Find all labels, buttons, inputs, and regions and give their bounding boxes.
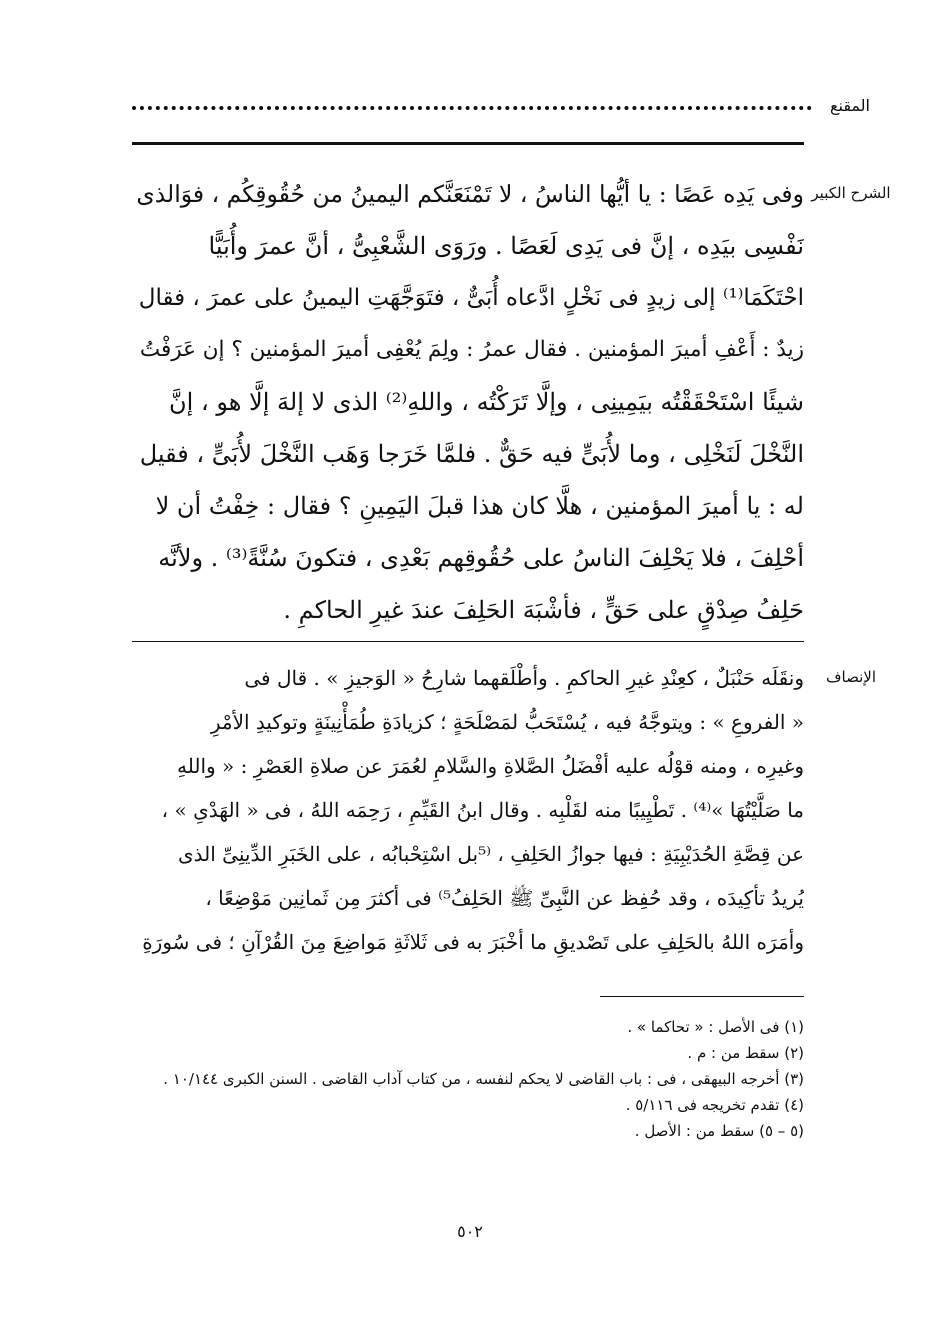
- text-line: النَّخْلَ لَنَخْلِى ، وما لأُبَىٍّ فيه حَقٌّ . فلمَّا خَرَجا وَهَب النَّخْلَ لأُبَىٍّ ، فقيل: [139, 440, 804, 468]
- footnote: (٢) سقط من : م .: [687, 1044, 804, 1062]
- text-line: وفى يَدِه عَصًا : يا أيُّها الناسُ ، لا تَمْنَعَنَّكم اليمينُ من حُقُوقِكُم ، فوَالذى: [136, 180, 804, 208]
- footnote: (٤) تقدم تخريجه فى ٥/١١٦ .: [625, 1096, 804, 1114]
- insaf-text-block: [132, 656, 804, 964]
- text-line: عن قِصَّةِ الحُدَيْبِيَةِ : فيها جوازُ الحَلِفِ ، ⁽⁵بل اسْتِحْبابُه ، على الخَبَرِ الدِّينِىِّ الذى: [178, 842, 804, 866]
- header-rule: [132, 142, 804, 145]
- text-line: احْتَكَمَا⁽¹⁾ إلى زيدٍ فى نَخْلٍ ادَّعاه أُبَىٌّ ، فتَوَجَّهَتِ اليمينُ على عمرَ ، فقال: [138, 285, 804, 311]
- text-line: يُريدُ تأكِيدَه ، وقد حُفِظ عن النَّبِىِّ ﷺ الحَلِفُ⁵⁾ فى أكثرَ مِن ثَمانِين مَوْضِعًا ،: [205, 886, 804, 910]
- text-line: ما صَلَّيْتُهَا »⁽⁴⁾ . تَطْيِيبًا منه لقَلْبِه . وقال ابنُ القَيِّمِ ، رَحِمَه اللهُ ، فى « الهَدْىِ » ،: [161, 798, 804, 822]
- text-line: وغيرِه ، ومنه قوْلُه عليه أفْضَلُ الصَّلاةِ والسَّلامِ لعُمَرَ عن صلاةِ العَصْرِ : « واللهِ: [177, 754, 804, 778]
- text-line: نَفْسِى بيَدِه ، إنَّ فى يَدِى لَعَصًا . ورَوَى الشَّعْبِىُّ ، أنَّ عمرَ وأُبَيًّا: [208, 232, 804, 260]
- text-line: « الفروعِ » : ويتوجَّهُ فيه ، يُسْتَحَبُّ لمَصْلَحَةٍ ؛ كزيادَةِ طُمَأْنِينَةٍ وتوكيدِ الأمْرِ: [210, 710, 804, 734]
- sharh-text-block: [132, 168, 804, 636]
- text-line: وأمَرَه اللهُ بالحَلِفِ على تَصْديقِ ما أخْبَرَ به فى ثَلاثَةِ مَواضِعَ مِنَ القُرْآنِ ؛ فى سُورَةِ: [142, 930, 804, 954]
- footnote: (٥ – ٥) سقط من : الأصل .: [634, 1122, 804, 1140]
- section-label-insaf: الإنصاف: [825, 668, 877, 686]
- section-label-sharh: الشرح الكبير: [811, 184, 891, 202]
- text-line: ونقَلَه حَنْبَلٌ ، كعِنْدِ غيرِ الحاكمِ . وأطْلَقهما شارِحُ « الوَجيزِ » . قال فى: [244, 666, 804, 690]
- text-line: شيئًا اسْتَحْقَقْتُه بيَمِينِى ، وإلَّا تَرَكْتُه ، واللهِ⁽²⁾ الذى لا إلهَ إلَّا هو ، إنَّ: [169, 388, 804, 416]
- footnotes: [124, 1014, 804, 1144]
- footnote-rule: [600, 996, 804, 997]
- text-line: زيدٌ : أَعْفِ أميرَ المؤمنين . فقال عمرُ : ولِمَ يُعْفِى أميرَ المؤمنين ؟ إن عَرَفْتُ: [139, 337, 804, 362]
- text-line: له : يا أميرَ المؤمنين ، هلَّا كان هذا قبلَ اليَمِينِ ؟ فقال : خِفْتُ أن لا: [155, 492, 804, 520]
- text-line: أحْلِفَ ، فلا يَحْلِفَ الناسُ على حُقُوقِهم بَعْدِى ، فتكونَ سُنَّةً⁽³⁾ . ولأنَّه: [158, 544, 804, 572]
- running-header-title: المقنع: [829, 96, 870, 115]
- section-divider: [132, 641, 804, 642]
- page-number: ٥٠٢: [457, 1222, 483, 1241]
- text-line: حَلِفُ صِدْقٍ على حَقٍّ ، فأشْبَهَ الحَلِفَ عندَ غيرِ الحاكمِ .: [283, 596, 804, 624]
- header-dotted-rule: [132, 106, 812, 110]
- footnote: (١) فى الأصل : « تحاكما » .: [627, 1018, 804, 1036]
- footnote: (٣) أخرجه البيهقى ، فى : باب القاضى لا يحكم لنفسه ، من كتاب آداب القاضى . السنن الكبرى ١٠/١٤٤ .: [163, 1070, 804, 1088]
